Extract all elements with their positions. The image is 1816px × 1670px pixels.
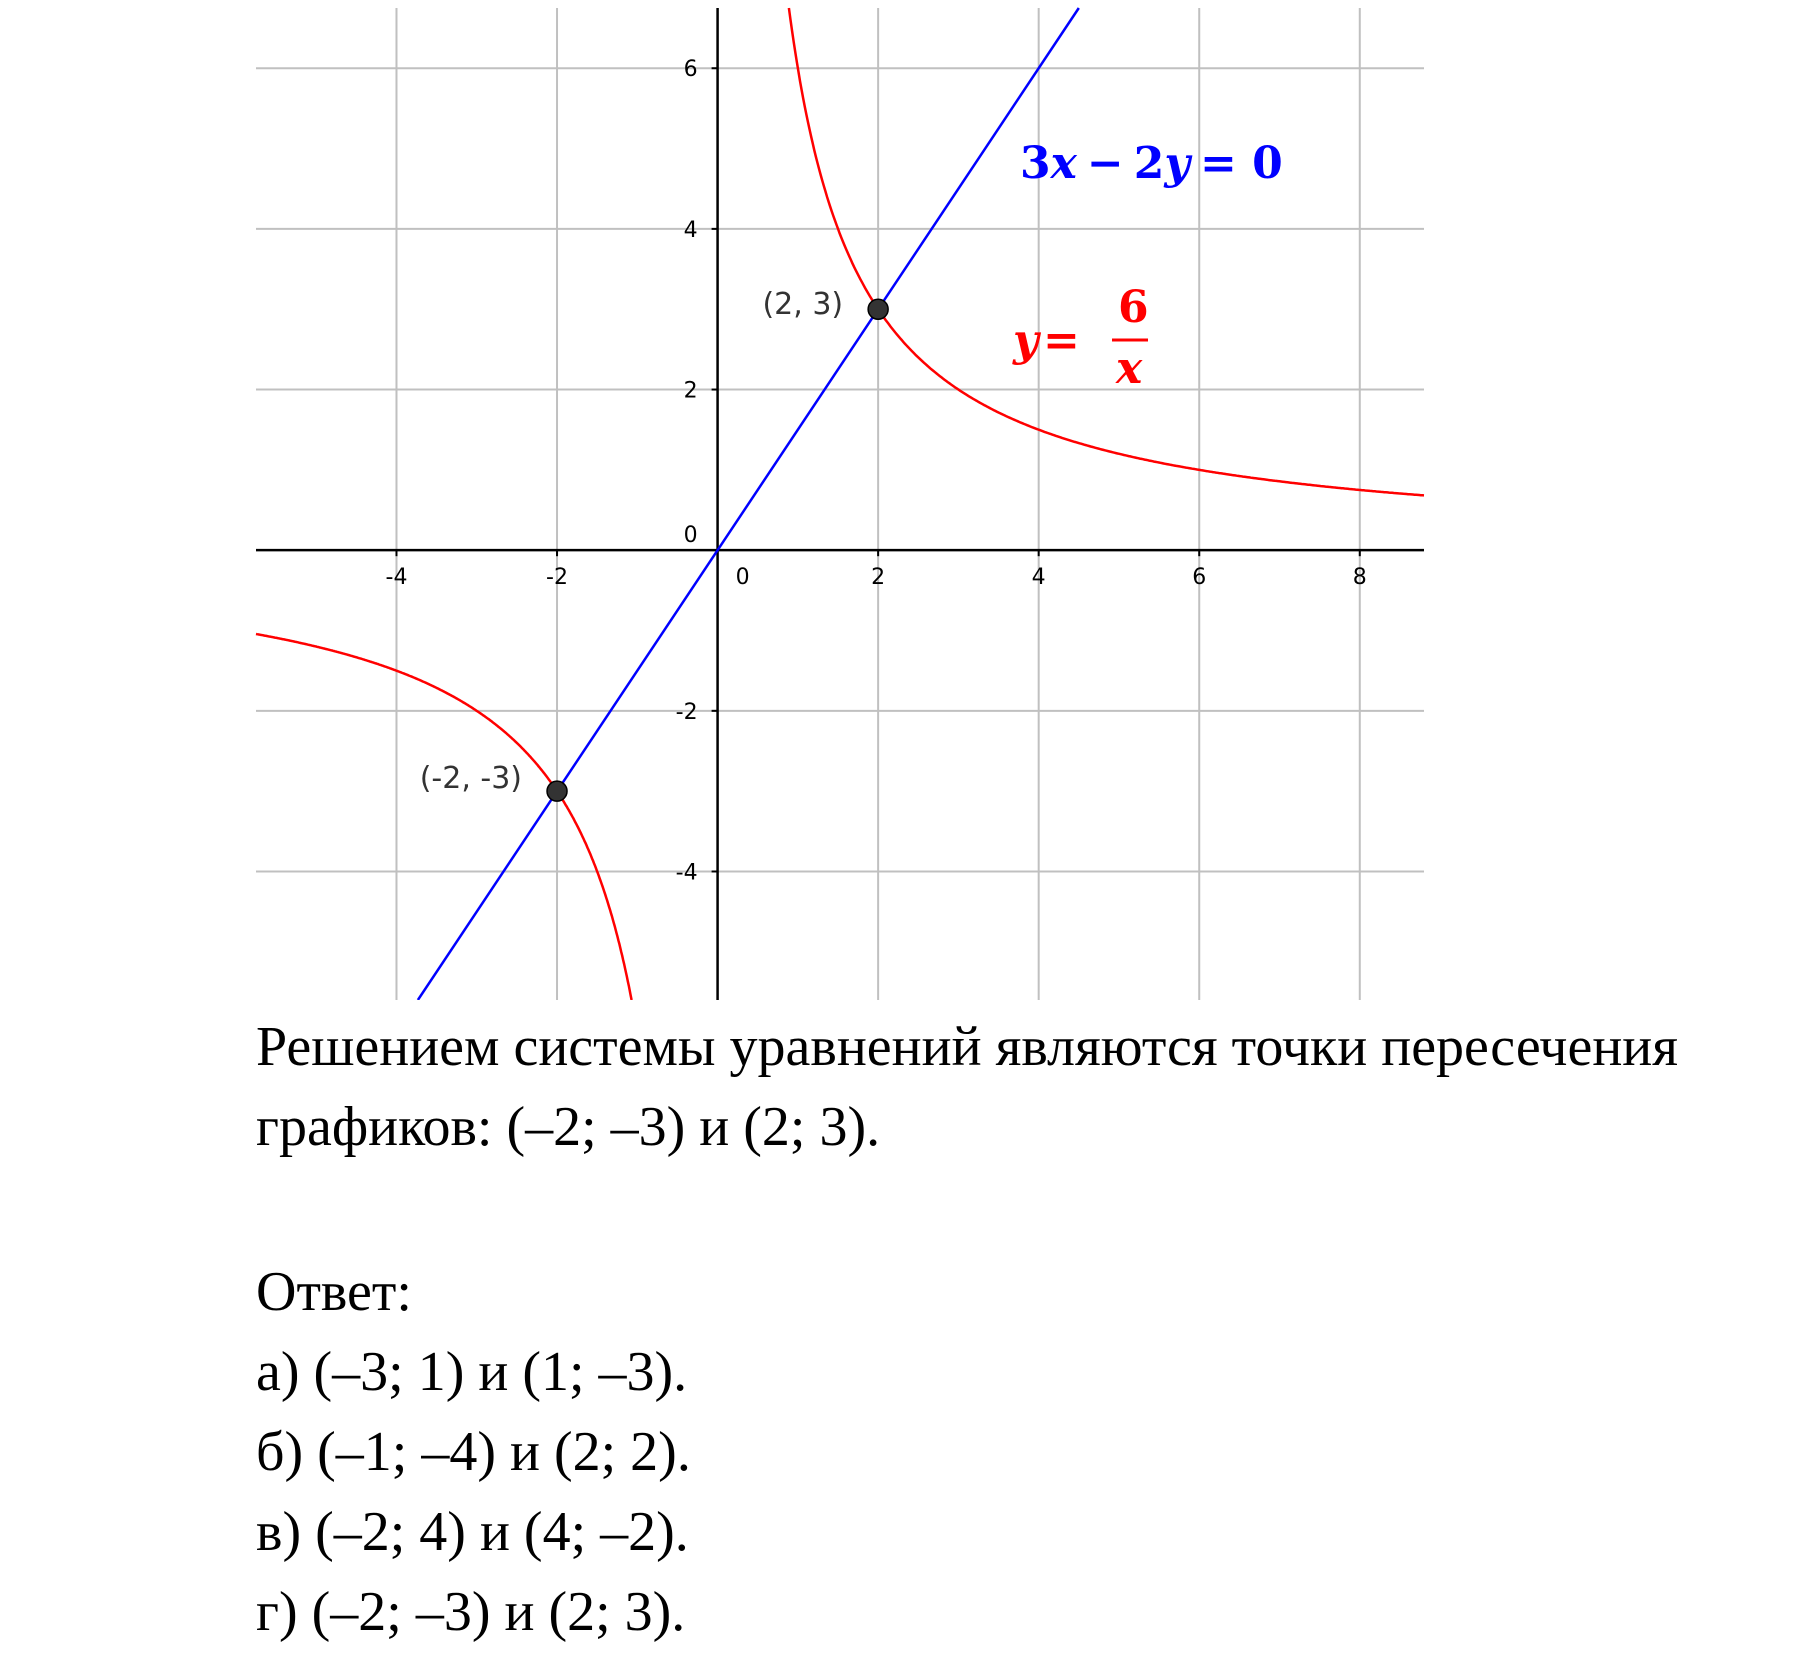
hyperbola-branch-positive <box>789 8 1424 495</box>
svg-text:x: x <box>1116 343 1143 394</box>
x-tick-label: -2 <box>546 565 568 591</box>
answer-block <box>256 1252 691 1652</box>
answer-option-b: б) (–1; –4) и (2; 2). <box>256 1421 691 1483</box>
svg-text:6: 6 <box>1118 282 1149 333</box>
line-equation-label: 3x − 2y = 0 <box>1020 138 1283 189</box>
intersection-point <box>547 781 567 801</box>
solution-line-2: графиков: (–2; –3) и (2; 3). <box>256 1096 881 1158</box>
x-tick-label: 0 <box>735 565 750 591</box>
solution-line-1: Решением системы уравнений являются точки пересечения <box>256 1016 1679 1078</box>
answer-option-g: г) (–2; –3) и (2; 3). <box>256 1581 686 1643</box>
y-tick-label: 0 <box>683 523 698 549</box>
answer-title: Ответ: <box>256 1261 412 1323</box>
hyperbola-equation-label <box>1012 282 1149 394</box>
x-tick-label: -4 <box>385 565 408 591</box>
y-tick-label: 4 <box>683 217 698 243</box>
intersection-point-label: (-2, -3) <box>419 761 523 797</box>
line-3x-2y-curve <box>418 8 1079 1000</box>
x-tick-label: 2 <box>871 565 886 591</box>
intersection-point-label: (2, 3) <box>762 287 844 323</box>
x-tick-label: 4 <box>1031 565 1046 591</box>
x-tick-label: 8 <box>1352 565 1367 591</box>
svg-text:y: y <box>1013 315 1039 366</box>
y-tick-label: 6 <box>683 57 698 83</box>
y-tick-label: 2 <box>683 378 698 404</box>
y-tick-label: -4 <box>675 860 698 886</box>
intersection-point <box>868 299 888 319</box>
svg-text:=: = <box>1043 315 1080 366</box>
x-tick-label: 6 <box>1192 565 1207 591</box>
hyperbola-branch-negative <box>256 634 632 1000</box>
answer-option-v: в) (–2; 4) и (4; –2). <box>256 1501 689 1563</box>
solution-text <box>256 1007 1678 1167</box>
answer-option-a: а) (–3; 1) и (1; –3). <box>256 1341 688 1403</box>
intersection-points <box>420 287 888 801</box>
y-tick-label: -2 <box>675 699 698 725</box>
